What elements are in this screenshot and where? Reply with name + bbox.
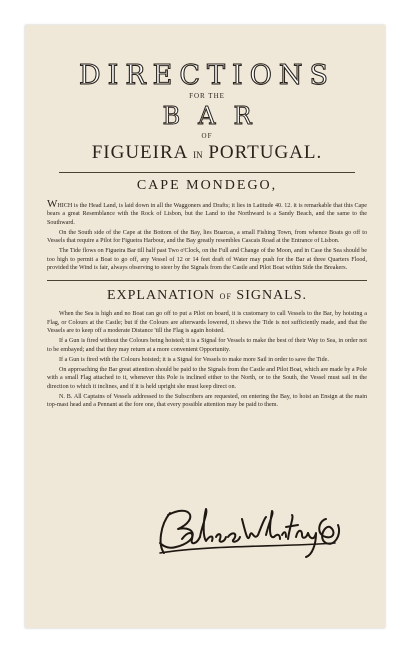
paragraph-cape-2: On the South side of the Cape at the Bottom of the Bay, lies Buarcas, a small Fishing Town, from whence Boats go off to Vessels that require a Pilot for Figueira Harbour, and the Bay greatly resembles Cascais Road at the Entrance of Lisbon. (47, 229, 367, 245)
drop-cap: W (47, 198, 58, 210)
handwritten-signature (130, 495, 355, 565)
heading-signals: SIGNALS. (236, 288, 308, 304)
title-for-the: FOR THE (189, 92, 225, 100)
title-in: IN (193, 150, 203, 160)
title-bar: BAR (162, 102, 270, 130)
paragraph-cape-3: The Tide flows on Figueira Bar till half past Two o'Clock, on the Full and Change of the Moon, and in Case the Sea should be too high to permit a Boat to go off, any Vessel of 12 or 14 feet draft of Water may push for the Bar at three Quarters Flood, provided the Wind is fair, always observing to steer by the Signals from the Castle and Pilot Boat within Side the Breakers. (47, 248, 367, 272)
divider-middle (47, 280, 367, 281)
title-portugal: PORTUGAL. (208, 142, 323, 163)
title-of: OF (201, 132, 213, 140)
heading-explanation-of-signals (47, 288, 367, 304)
paragraph-signals-2: If a Gun is fired without the Colours being hoisted; it is a Signal for Vessels to make the best of their Way to Sea, in order not to be embayed; and that they may return at a more convenient Opportunity. (47, 338, 367, 353)
paragraph-signals-4: On approaching the Bar great attention should be paid to the Signals from the Castle and Pilot Boat, which are made by a Pole with a small Flag attached to it, whenever this Pole is inclined either to the North, or to the South, the Vessel must sail in the direction to which it inclines, and if it is held upright she must keep direct on. (47, 367, 367, 390)
paragraph-signals-3: If a Gun is fired with the Colours hoisted; it is a Signal for Vessels to make more Sail in order to save the Tide. (59, 356, 329, 363)
paragraph-signals-1: When the Sea is high and no Boat can go off to put a Pilot on board, it is customary to call Vessels to the Bar, by hoisting a Flag, or Colours at the Castle; but if the Colours are afterwards lowered, it shews the Tide is not sufficiently made, and that the Vessels are to keep off a moderate Distance 'till the Flag is again hoisted. (47, 311, 367, 334)
title-directions: DIRECTIONS (79, 60, 335, 91)
paragraph-nota-bene: N. B. All Captains of Vessels addressed to the Subscribers are requested, on entering the Bay, to hoist an Ensign at the main top-mast head and a Pennant at the fore one, that every possible attention may be paid to them. (47, 394, 367, 409)
paragraph-cape-1-text: HICH is the Head Land, is laid down in all the Waggoners and Drafts; it lies in Latitude 40. 12. it is remarkable that this Cape bears a great Resemblance with the Rock of Lisbon, but the Land to the Northward is a Sandy Beach, and the same to the Southward. (47, 203, 367, 226)
heading-of: OF (219, 292, 232, 302)
heading-explanation: EXPLANATION (106, 288, 216, 304)
heading-cape-mondego: CAPE MONDEGO, (136, 178, 278, 193)
divider-top (59, 172, 355, 173)
title-figueira-portugal (47, 142, 367, 166)
paragraph-cape-1 (47, 200, 367, 227)
title-figueira: FIGUEIRA (91, 142, 188, 163)
